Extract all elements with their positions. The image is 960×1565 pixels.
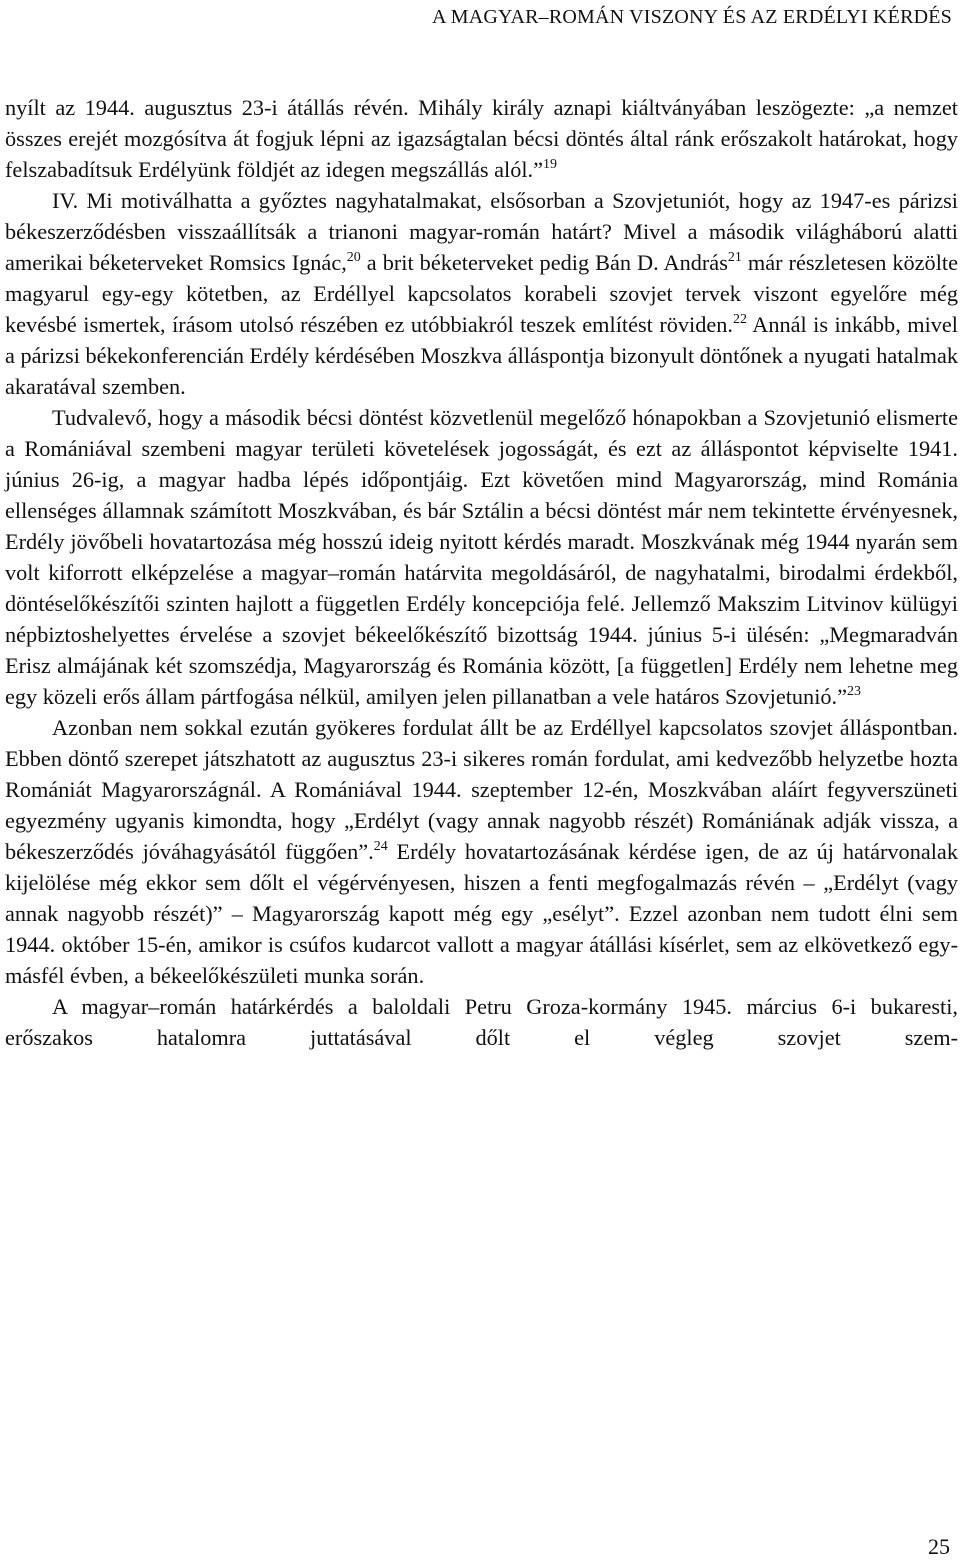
paragraph-text: Annál is inkább, mivel a párizsi békekonferencián Erdély kérdésében Moszkva álláspontja bizonyult döntőnek a nyugati hatalmak akaratával szemben. <box>5 312 959 399</box>
body-text <box>5 92 958 1053</box>
paragraph-3 <box>5 402 958 712</box>
paragraph-4 <box>5 712 958 991</box>
footnote-ref[interactable]: 20 <box>346 250 361 265</box>
paragraph-text: IV. Mi motiválhatta a győztes nagyhatalmakat, elsősorban a Szovjetuniót, hogy az 1947-es párizsi békeszerződésben visszaállítsák a trianoni magyar-román határt? Mivel a második világháború alatti amerikai béketerveket Romsics Ignác, <box>5 188 958 275</box>
paragraph-text: nyílt az 1944. augusztus 23-i átállás révén. Mihály király aznapi kiáltványában leszögezte: „a nemzet összes erejét mozgósítva át fogjuk lépni az igazságtalan bécsi döntés által ránk erőszakolt határokat, hogy felszabadítsuk Erdélyünk földjét az idegen megszállás alól.” <box>5 95 958 182</box>
page-number: 25 <box>928 1534 950 1559</box>
paragraph-5 <box>5 991 958 1053</box>
paragraph-text: a brit béketerveket pedig Bán D. András <box>360 250 728 275</box>
footnote-ref[interactable]: 21 <box>727 250 742 265</box>
footnote-ref[interactable]: 24 <box>373 839 388 854</box>
paragraph-text: A magyar–román határkérdés a baloldali Petru Groza-kormány 1945. március 6-i bukaresti, erőszakos hatalomra juttatásával dőlt el végleg szovjet szem- <box>5 994 958 1050</box>
running-header: A MAGYAR–ROMÁN VISZONY ÉS AZ ERDÉLYI KÉRDÉS <box>432 6 952 28</box>
paragraph-1 <box>5 92 958 185</box>
paragraph-text: Tudvalevő, hogy a második bécsi döntést közvetlenül megelőző hónapokban a Szovjetunió elismerte a Romániával szembeni magyar területi követelések jogosságát, és ezt az álláspontot képviselte 1941. június 26-ig, a magyar hadba lépés időpontjáig. Ezt követően mind Magyarország, mind Románia ellenséges államnak számított Moszkvában, és bár Sztálin a bécsi döntést már nem tekintette érvényesnek, Erdély jövőbeli hovatartozása még hosszú ideig nyitott kérdés maradt. Moszkvának még 1944 nyarán sem volt kiforrott elképzelése a magyar–román határvita megoldásáról, de nagyhatalmi, birodalmi érdekből, döntéselőkészítői szinten hajlott a független Erdély koncepciója felé. Jellemző Makszim Litvinov külügyi népbiztoshelyettes érvelése a szovjet békeelőkészítő bizottság 1944. június 5-i ülésén: „Megmaradván Erisz almájának két szomszédja, Magyarország és Románia között, [a független] Erdély nem lehetne meg egy közeli erős állam pártfogása nélkül, amilyen jelen pillanatban a vele határos Szovjetunió.” <box>5 405 958 709</box>
footnote-ref[interactable]: 23 <box>847 684 862 699</box>
paragraph-2 <box>5 185 958 402</box>
paragraph-text: Azonban nem sokkal ezután gyökeres fordulat állt be az Erdéllyel kapcsolatos szovjet álláspontban. Ebben döntő szerepet játszhatott az augusztus 23-i sikeres román fordulat, ami kedvezőbb helyzetbe hozta Romániát Magyarországnál. A Romániával 1944. szeptember 12-én, Moszkvában aláírt fegyverszüneti egyezmény ugyanis kimondta, hogy „Erdélyt (vagy annak nagyobb részét) Romániának adják vissza, a békeszerződés jóváhagyásától függően”. <box>5 715 958 864</box>
paragraph-text: Erdély hovatartozásának kérdése igen, de az új határvonalak kijelölése még ekkor sem dőlt el végérvényesen, hiszen a fenti megfogalmazás révén – „Erdélyt (vagy annak nagyobb részét)” – Magyarország kapott még egy „esélyt”. Ezzel azonban nem tudott élni sem 1944. október 15-én, amikor is csúfos kudarcot vallott a magyar átállási kísérlet, sem az elkövetkező egy-másfél évben, a békeelőkészületi munka során. <box>5 839 958 988</box>
footnote-ref[interactable]: 19 <box>543 157 558 172</box>
footnote-ref[interactable]: 22 <box>733 312 748 327</box>
paragraph-text: már részletesen közölte magyarul egy-egy kötetben, az Erdéllyel kapcsolatos korabeli szovjet tervek viszont egyelőre még kevésbé ismertek, írásom utolsó részében ez utóbbiakról teszek említést röviden. <box>5 250 958 337</box>
